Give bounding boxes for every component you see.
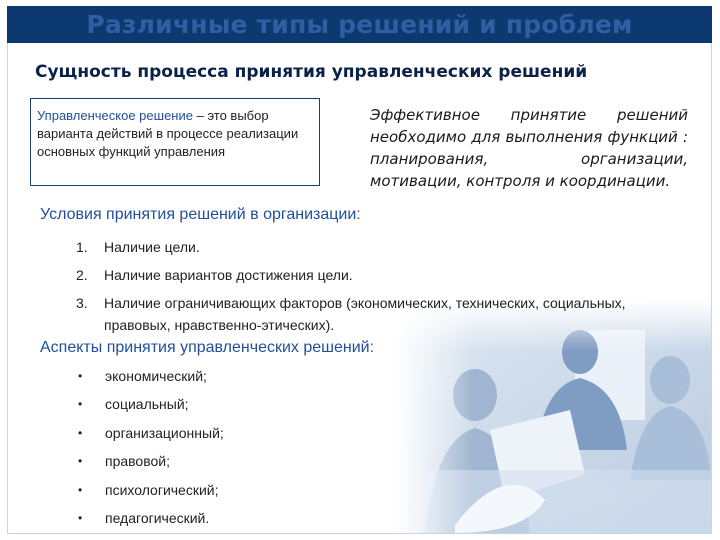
list-item [78,423,224,451]
slide-title: Различные типы решений и проблем [86,10,633,39]
list-item-number: 1. [76,239,88,255]
conditions-list [72,236,632,342]
aspects-list [78,366,224,536]
list-item-text: Наличие ограничивающих факторов (экономических, технических, социальных, правовых, нравственно-этических). [104,295,626,333]
list-item-text: организационный; [105,424,224,441]
list-item-text: Наличие вариантов достижения цели. [104,267,353,283]
list-item [78,480,224,508]
list-item [72,236,632,258]
title-bar [7,6,712,43]
bullet-icon: • [78,454,83,469]
list-item-text: Наличие цели. [104,239,200,255]
list-item [72,264,632,286]
list-item-number: 2. [76,267,88,283]
list-item-text: правовой; [105,453,170,470]
list-item [78,394,224,422]
bullet-icon: • [78,397,83,412]
list-item-text: социальный; [105,396,189,413]
conditions-heading-colon: : [356,206,361,223]
conditions-heading [40,206,361,224]
frame-right-border [711,6,712,534]
bullet-icon: • [78,425,83,440]
list-item [78,508,224,536]
list-item-text: экономический; [105,368,207,384]
list-item-text: психологический; [105,481,219,498]
definition-text: – это выбор варианта действий в процессе реализации основных функций управления [37,108,299,159]
list-item-number: 3. [76,295,88,311]
list-item [78,451,224,479]
definition-box [30,98,320,186]
aspects-heading [40,339,374,357]
list-item [72,292,632,336]
frame-left-border [7,6,8,534]
bullet-icon: • [78,369,83,383]
section-subtitle: Сущность процесса принятия управленческих решений [35,62,588,82]
effective-decision-text: Эффективное принятие решений необходимо для выполнения функций : планирования, организации, мотивации, контроля и координации. [370,106,688,190]
bullet-icon: • [78,510,83,525]
aspects-heading-colon: : [369,339,375,356]
list-item-text: педагогический. [105,509,210,526]
list-item [78,366,224,394]
conditions-heading-text: Условия принятия решений в организации [40,206,357,223]
aspects-heading-text: Аспекты принятия управленческих решений [40,339,370,356]
bullet-icon: • [78,482,83,497]
definition-term: Управленческое решение [37,108,193,123]
